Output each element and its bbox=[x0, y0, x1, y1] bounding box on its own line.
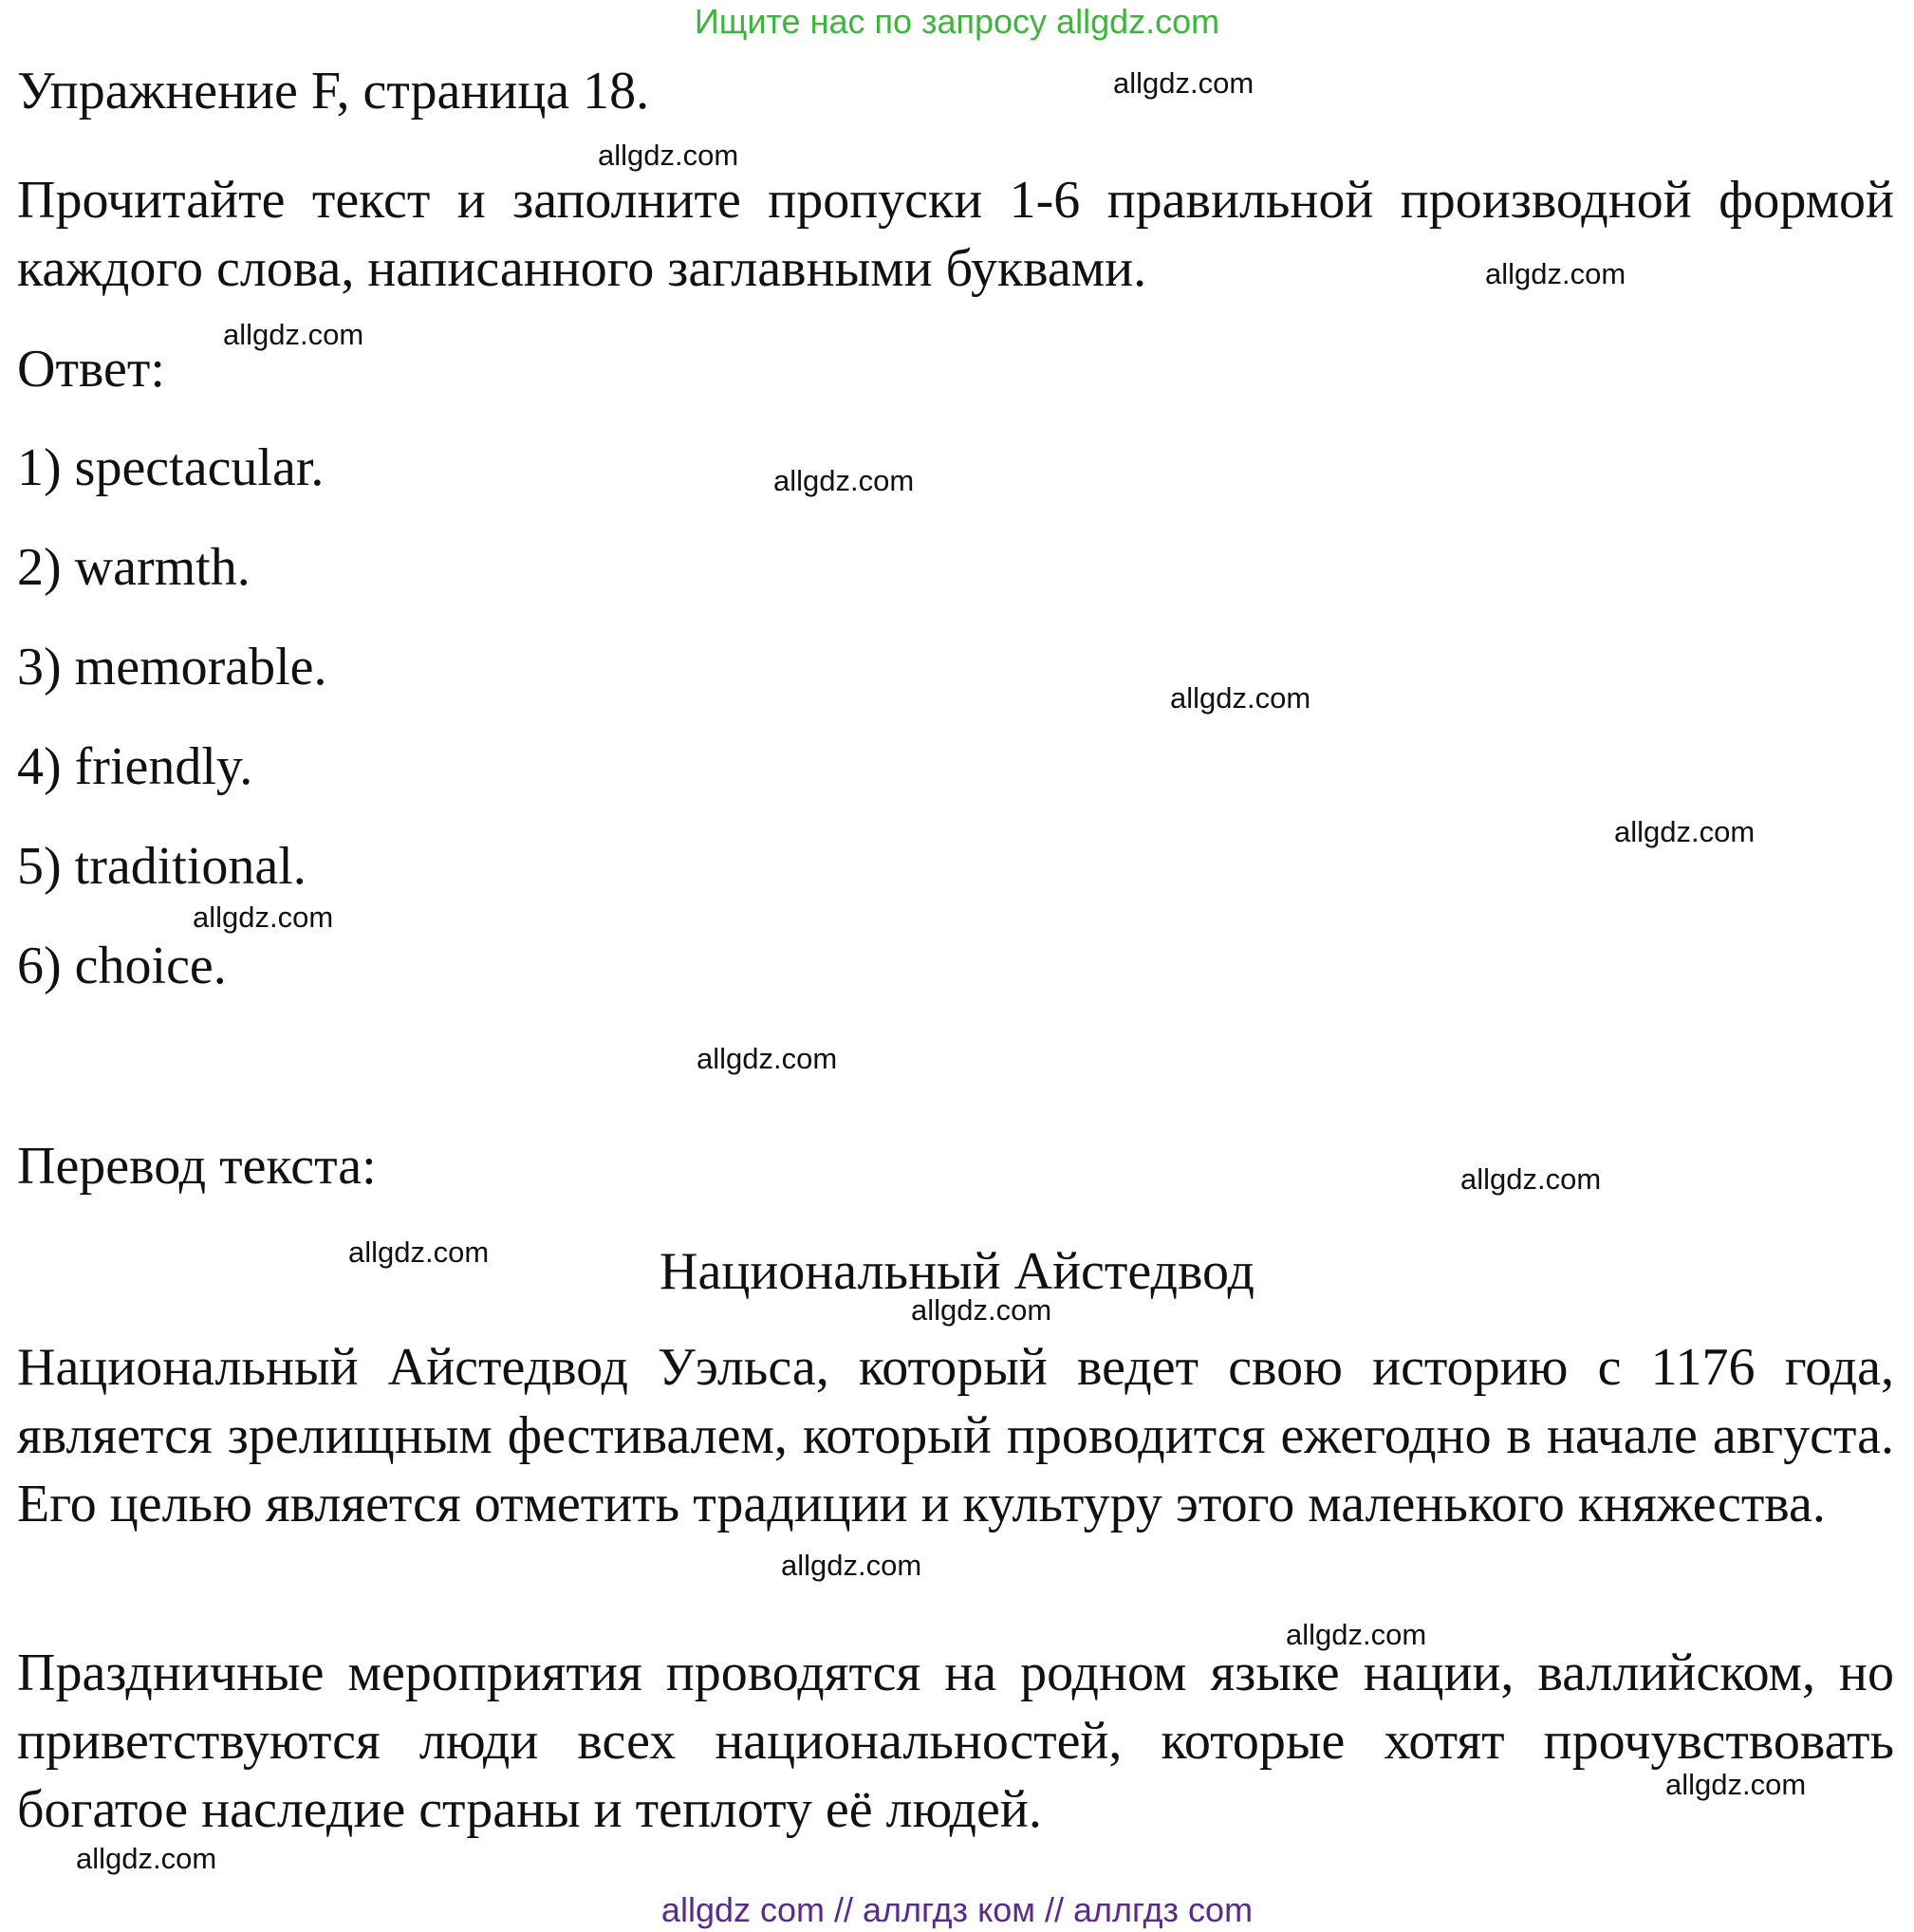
answer-item: 6) choice. bbox=[17, 937, 227, 995]
watermark: allgdz.com bbox=[1460, 1162, 1602, 1196]
watermark: allgdz.com bbox=[193, 901, 334, 934]
watermark: allgdz.com bbox=[76, 1842, 217, 1875]
instruction-text: Прочитайте текст и заполните пропуски 1-6 правильной производной формой каждого слова, написанного заглавными буквами. bbox=[17, 171, 1894, 298]
watermark: allgdz.com bbox=[697, 1042, 838, 1075]
answer-item: 3) memorable. bbox=[17, 638, 327, 697]
watermark: allgdz.com bbox=[1665, 1768, 1807, 1801]
exercise-title: Упражнение F, страница 18. bbox=[17, 62, 650, 121]
translation-label: Перевод текста: bbox=[17, 1137, 377, 1196]
watermark: allgdz.com bbox=[781, 1549, 922, 1582]
answer-item: 5) traditional. bbox=[17, 837, 307, 896]
watermark: allgdz.com bbox=[773, 464, 915, 497]
watermark: allgdz.com bbox=[223, 318, 364, 351]
translation-paragraph: Национальный Айстедвод Уэльса, который ведет свою историю с 1176 года, является зрелищным фестивалем, который проводится ежегодно в начале августа. Его целью является отметить традиции и культуру этого маленького княжества. bbox=[17, 1338, 1894, 1533]
top-banner[interactable]: Ищите нас по запросу allgdz.com bbox=[694, 2, 1220, 41]
answer-item: 1) spectacular. bbox=[17, 438, 325, 497]
watermark: allgdz.com bbox=[1286, 1618, 1427, 1651]
answer-item: 4) friendly. bbox=[17, 737, 253, 796]
translation-title: Национальный Айстедвод bbox=[660, 1242, 1254, 1301]
watermark: allgdz.com bbox=[1485, 257, 1626, 290]
watermark: allgdz.com bbox=[1614, 815, 1756, 848]
answer-label: Ответ: bbox=[17, 340, 165, 399]
watermark: allgdz.com bbox=[348, 1235, 490, 1269]
watermark: allgdz.com bbox=[911, 1293, 1052, 1327]
watermark: allgdz.com bbox=[1170, 681, 1311, 715]
answer-item: 2) warmth. bbox=[17, 538, 251, 597]
bottom-banner[interactable]: allgdz com // аллгдз ком // аллгдз com bbox=[660, 1890, 1254, 1929]
translation-paragraph: Праздничные мероприятия проводятся на родном языке нации, валлийском, но приветствуются люди всех национальностей, которые хотят прочувствовать богатое наследие страны и теплоту её людей. bbox=[17, 1644, 1894, 1839]
watermark: allgdz.com bbox=[1113, 66, 1254, 100]
watermark: allgdz.com bbox=[598, 139, 739, 172]
